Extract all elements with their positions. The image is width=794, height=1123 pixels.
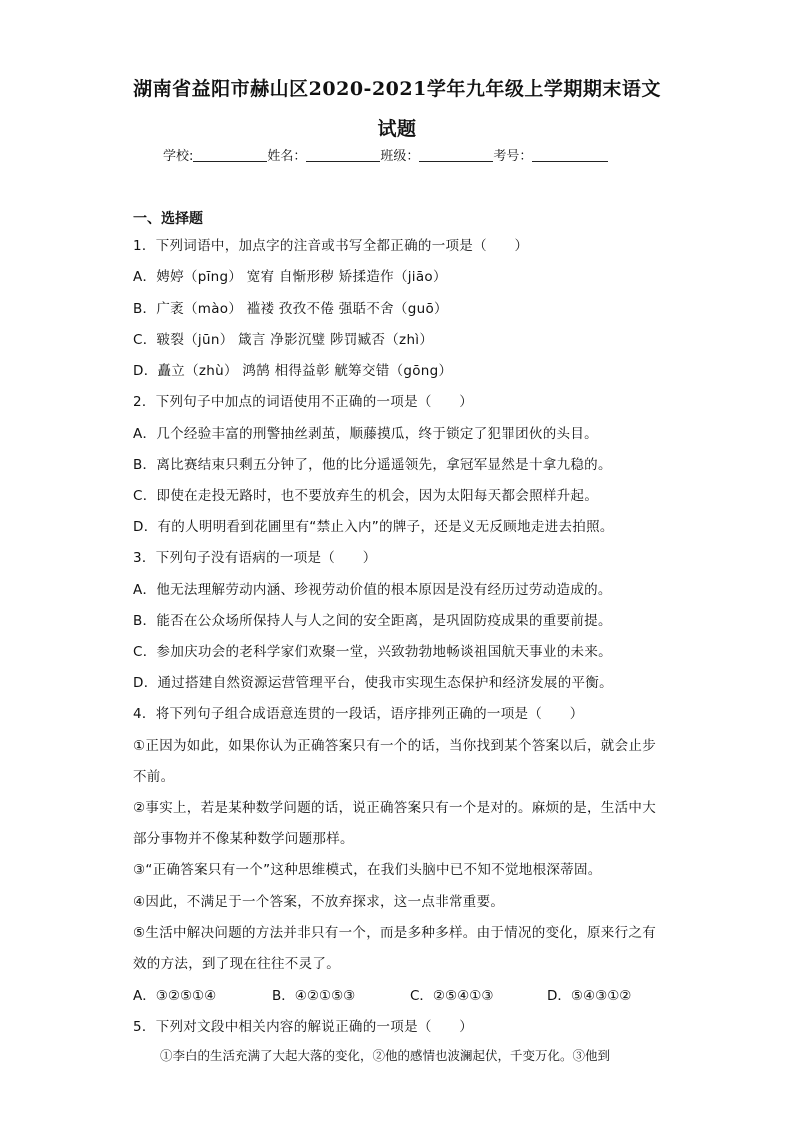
q5-passage: ①李白的生活充满了大起大落的变化，②他的感情也波澜起伏，千变万化。③他到: [160, 1048, 611, 1063]
q2-option-d: D．有的人明明看到花圃里有“禁止入内”的牌子，还是义无反顾地走进去拍照。: [133, 519, 614, 535]
q4-option-c: C．②⑤④①③: [410, 988, 494, 1004]
q4-sentence-2: ②事实上，若是某种数学问题的话，说正确答案只有一个是对的。麻烦的是，生活中大: [133, 800, 657, 816]
q4-sentence-2-cont: 部分事物并不像某种数学问题那样。: [133, 831, 354, 847]
question-1: 1．下列词语中，加点字的注音或书写全都正确的一项是（ ）: [133, 238, 529, 254]
q2-option-b: B．离比赛结束只剩五分钟了，他的比分遥遥领先，拿冠军显然是十拿九稳的。: [133, 457, 612, 473]
q4-sentence-3: ③“正确答案只有一个”这种思维模式，在我们头脑中已不知不觉地根深蒂固。: [133, 862, 602, 878]
school-label: 学校:: [163, 149, 194, 164]
student-info-row: [163, 145, 608, 164]
q4-sentence-5-cont: 效的方法，到了现在往往不灵了。: [133, 956, 340, 972]
q4-option-a: A．③②⑤①④: [133, 988, 217, 1004]
q3-option-b: B．能否在公众场所保持人与人之间的安全距离，是巩固防疫成果的重要前提。: [133, 613, 612, 629]
q3-option-a: A．他无法理解劳动内涵、珍视劳动价值的根本原因是没有经历过劳动造成的。: [133, 582, 612, 598]
q1-option-d: D．矗立（zhù） 鸿鹄 相得益彰 觥筹交错（gōng）: [133, 363, 453, 379]
name-label: 姓名：: [267, 149, 307, 164]
question-3: 3．下列句子没有语病的一项是（ ）: [133, 550, 377, 566]
q1-option-b: B．广袤（mào） 褴褛 孜孜不倦 强聒不舍（guō）: [133, 301, 448, 317]
q1-option-a: A．娉婷（pīng） 宽宥 自惭形秽 矫揉造作（jiāo）: [133, 269, 447, 285]
q1-option-c: C．皲裂（jūn） 箴言 净影沉璧 陟罚臧否（zhì）: [133, 332, 434, 348]
q2-option-c: C．即使在走投无路时，也不要放弃生的机会，因为太阳每天都会照样升起。: [133, 488, 599, 504]
class-label: 班级：: [380, 149, 420, 164]
question-2: 2．下列句子中加点的词语使用不正确的一项是（ ）: [133, 394, 474, 410]
q4-option-b: B．④②①⑤③: [272, 988, 356, 1004]
question-4: 4．将下列句子组合成语意连贯的一段话，语序排列正确的一项是（ ）: [133, 706, 584, 722]
section-heading: 一、选择题: [133, 211, 203, 227]
q4-sentence-1: ①正因为如此，如果你认为正确答案只有一个的话，当你找到某个答案以后，就会止步: [133, 738, 657, 754]
name-blank: [306, 147, 380, 162]
number-label: 考号：: [493, 149, 533, 164]
class-blank: [419, 147, 493, 162]
q4-sentence-4: ④因此，不满足于一个答案，不放弃探求，这一点非常重要。: [133, 894, 505, 910]
q2-option-a: A．几个经验丰富的刑警抽丝剥茧，顺藤摸瓜，终于锁定了犯罪团伙的头目。: [133, 426, 598, 442]
q4-sentence-1-cont: 不前。: [133, 769, 175, 785]
q4-sentence-5: ⑤生活中解决问题的方法并非只有一个，而是多种多样。由于情况的变化，原来行之有: [133, 925, 657, 941]
q3-option-d: D．通过搭建自然资源运营管理平台，使我市实现生态保护和经济发展的平衡。: [133, 675, 613, 691]
question-5: 5．下列对文段中相关内容的解说正确的一项是（ ）: [133, 1019, 474, 1035]
exam-title-line2: 试题: [377, 118, 417, 140]
q4-option-d: D．⑤④③①②: [547, 988, 632, 1004]
q3-option-c: C．参加庆功会的老科学家们欢聚一堂，兴致勃勃地畅谈祖国航天事业的未来。: [133, 644, 612, 660]
school-blank: [193, 147, 267, 162]
number-blank: [532, 147, 608, 162]
exam-title-line1: 湖南省益阳市赫山区2020-2021学年九年级上学期期末语文: [133, 78, 661, 100]
